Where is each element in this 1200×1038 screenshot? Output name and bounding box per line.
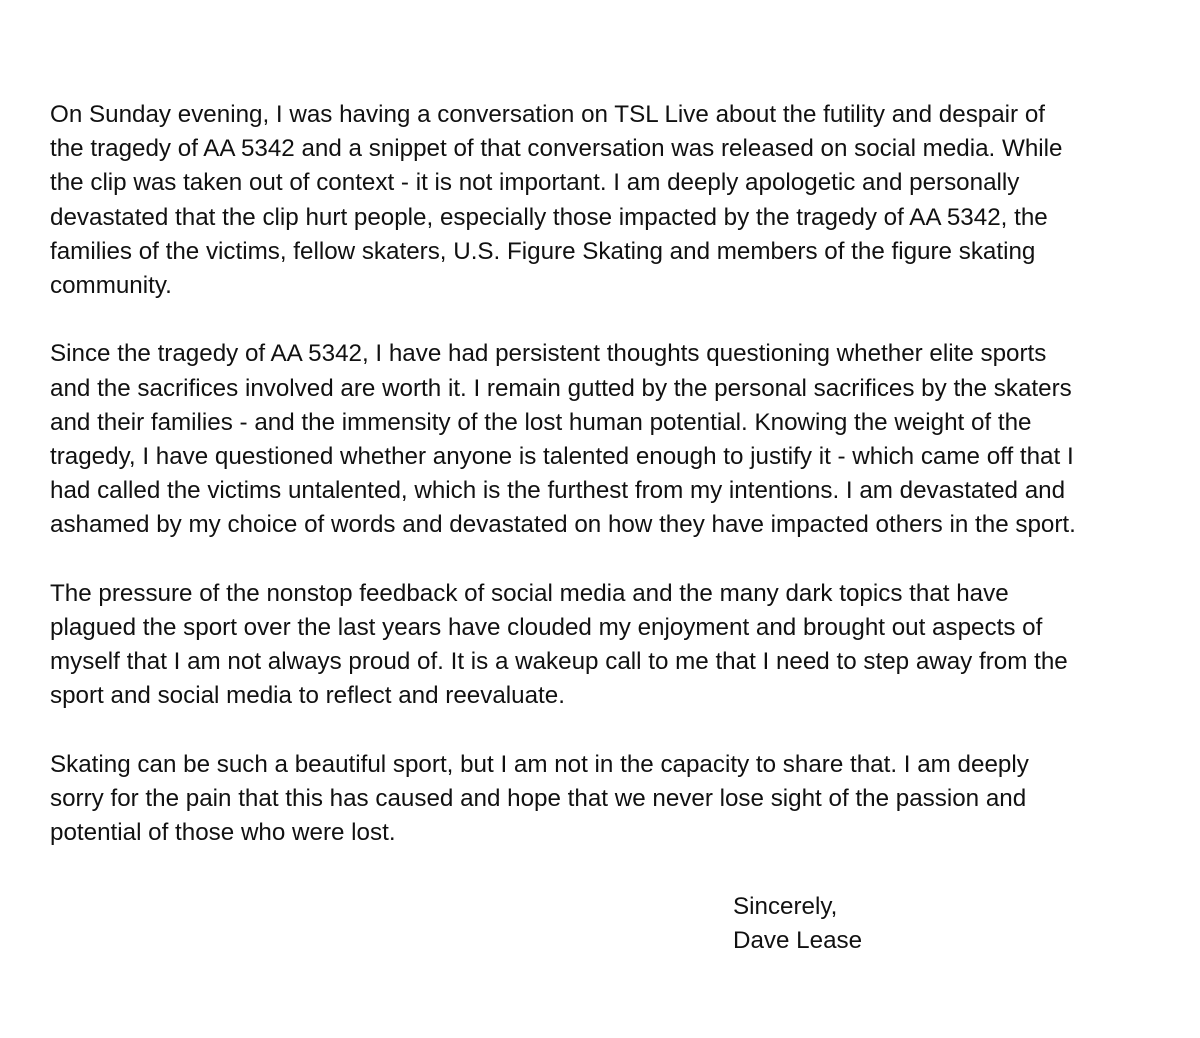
letter-body	[50, 98, 1170, 885]
paragraph-line: sorry for the pain that this has caused and hope that we never lose sight of the passion and	[50, 785, 1027, 813]
signature-name: Dave Lease	[733, 927, 863, 954]
paragraph-line: the clip was taken out of context - it is not important. I am deeply apologetic and personally	[50, 169, 1020, 197]
paragraph-3	[50, 577, 1170, 714]
paragraph-line: the tragedy of AA 5342 and a snippet of that conversation was released on social media. While	[50, 135, 1063, 163]
paragraph-line: potential of those who were lost.	[50, 819, 396, 847]
paragraph-line: and the sacrifices involved are worth it. I remain gutted by the personal sacrifices by the skaters	[50, 374, 1072, 402]
paragraph-line: plagued the sport over the last years have clouded my enjoyment and brought out aspects of	[50, 614, 1043, 642]
paragraph-line: ashamed by my choice of words and devastated on how they have impacted others in the sport.	[50, 511, 1076, 539]
paragraph-line: Skating can be such a beautiful sport, but I am not in the capacity to share that. I am deeply	[50, 750, 1029, 778]
paragraph-2	[50, 337, 1170, 542]
paragraph-line: and their families - and the immensity of the lost human potential. Knowing the weight of the	[50, 408, 1032, 436]
paragraph-line: sport and social media to reflect and reevaluate.	[50, 682, 565, 710]
paragraph-4	[50, 748, 1170, 851]
paragraph-1	[50, 98, 1170, 303]
closing-text: Sincerely,	[733, 893, 838, 920]
paragraph-line: tragedy, I have questioned whether anyone is talented enough to justify it - which came off that I	[50, 443, 1074, 471]
paragraph-line: community.	[50, 272, 172, 300]
paragraph-line: families of the victims, fellow skaters, U.S. Figure Skating and members of the figure skating	[50, 237, 1036, 265]
paragraph-line: myself that I am not always proud of. It is a wakeup call to me that I need to step away from the	[50, 648, 1068, 676]
paragraph-line: The pressure of the nonstop feedback of social media and the many dark topics that have	[50, 579, 1009, 607]
signature-block	[733, 890, 862, 958]
paragraph-line: On Sunday evening, I was having a conversation on TSL Live about the futility and despair of	[50, 101, 1046, 128]
paragraph-line: had called the victims untalented, which is the furthest from my intentions. I am devastated and	[50, 477, 1066, 505]
paragraph-line: Since the tragedy of AA 5342, I have had persistent thoughts questioning whether elite sports	[50, 340, 1047, 368]
paragraph-line: devastated that the clip hurt people, especially those impacted by the tragedy of AA 5342, the	[50, 203, 1048, 231]
